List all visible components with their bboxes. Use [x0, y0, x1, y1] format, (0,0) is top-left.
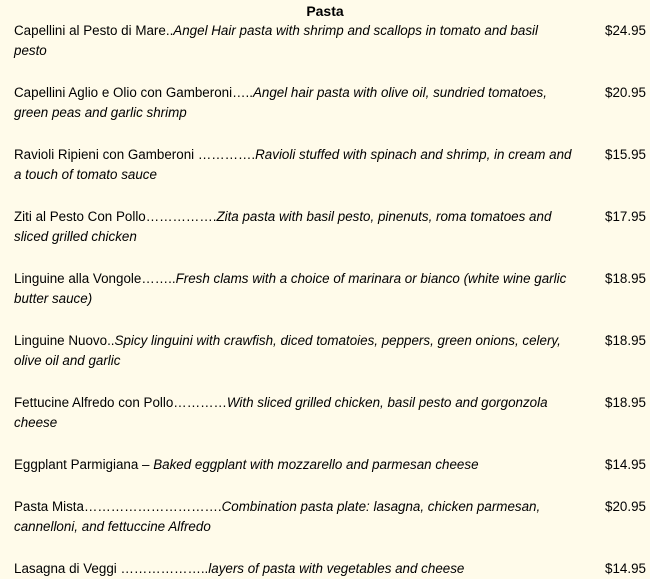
menu-section-title: Pasta: [306, 3, 344, 19]
menu-item-name: Capellini Aglio e Olio con Gamberoni: [14, 85, 233, 100]
menu-item-name: Ravioli Ripieni con Gamberoni: [14, 147, 198, 162]
menu-item-name: Eggplant Parmigiana: [14, 457, 139, 472]
menu-item-price: $14.95: [605, 561, 646, 576]
menu-item: [14, 269, 650, 309]
menu-item-text: [14, 145, 574, 185]
menu-item-text: [14, 559, 574, 579]
menu-item-separator: ..: [165, 23, 174, 38]
menu-item-separator: …………….: [145, 209, 217, 224]
menu-item-price: $18.95: [605, 271, 646, 286]
menu-item-separator: ..: [107, 333, 115, 348]
menu-item-description: layers of pasta with vegetables and cheese: [208, 561, 465, 576]
menu-item-price: $15.95: [605, 147, 646, 162]
menu-item-description: Fresh clams with a choice of marinara or bianco (white wine garlic butter sauce): [14, 271, 567, 306]
menu-item-text: [14, 331, 574, 371]
menu-item-separator: –: [138, 457, 154, 472]
menu-item: [14, 207, 650, 247]
menu-item: [14, 497, 650, 537]
menu-item: [14, 393, 650, 433]
menu-item-name: Linguine alla Vongole: [14, 271, 142, 286]
menu-item-description: Angel Hair pasta with shrimp and scallops in tomato and basil pesto: [14, 23, 539, 58]
menu-item-name: Linguine Nuovo: [14, 333, 108, 348]
menu-item-text: [14, 455, 574, 475]
menu-item-name: Capellini al Pesto di Mare: [14, 23, 166, 38]
menu-item: [14, 455, 650, 475]
menu-item: [14, 83, 650, 123]
menu-item-text: [14, 497, 574, 537]
menu-item-description: Combination pasta plate: lasagna, chicken parmesan, cannelloni, and fettuccine Alfredo: [14, 499, 541, 534]
menu-item-separator: ………………..: [120, 561, 209, 576]
menu-item-text: [14, 83, 574, 123]
menu-item-description: Angel hair pasta with olive oil, sundried tomatoes, green peas and garlic shrimp: [14, 85, 547, 120]
menu-item-text: [14, 269, 574, 309]
menu-item-text: [14, 393, 574, 433]
menu-item-separator: ………………………….: [83, 499, 222, 514]
menu-item-description: Ravioli stuffed with spinach and shrimp, in cream and a touch of tomato sauce: [14, 147, 572, 182]
menu-item: [14, 331, 650, 371]
menu-item: [14, 21, 650, 61]
menu-item-price: $18.95: [605, 333, 646, 348]
menu-item-price: $20.95: [605, 499, 646, 514]
menu-item-price: $18.95: [605, 395, 646, 410]
menu-item-price: $24.95: [605, 23, 646, 38]
menu-item-separator: ………….: [197, 147, 256, 162]
menu-item-description: Baked eggplant with mozzarello and parmesan cheese: [153, 457, 479, 472]
menu-item-separator: …..: [232, 85, 253, 100]
menu-item-description: Spicy linguini with crawfish, diced tomatoies, peppers, green onions, celery, olive oil and garlic: [14, 333, 561, 368]
menu-item-separator: …………: [173, 395, 227, 410]
menu-item-name: Lasagna di Veggi: [14, 561, 121, 576]
menu-item-price: $14.95: [605, 457, 646, 472]
menu-item: [14, 559, 650, 579]
menu-item-separator: ……..: [141, 271, 176, 286]
menu-item-name: Pasta Mista: [14, 499, 84, 514]
menu-item-description: With sliced grilled chicken, basil pesto and gorgonzola cheese: [14, 395, 548, 430]
menu-item-text: [14, 207, 574, 247]
menu-item-text: [14, 21, 574, 61]
menu-item-name: Fettucine Alfredo con Pollo: [14, 395, 174, 410]
menu-item: [14, 145, 650, 185]
menu-item-price: $17.95: [605, 209, 646, 224]
menu-item-description: Zita pasta with basil pesto, pinenuts, roma tomatoes and sliced grilled chicken: [14, 209, 552, 244]
menu-item-price: $20.95: [605, 85, 646, 100]
menu-item-name: Ziti al Pesto Con Pollo: [14, 209, 146, 224]
